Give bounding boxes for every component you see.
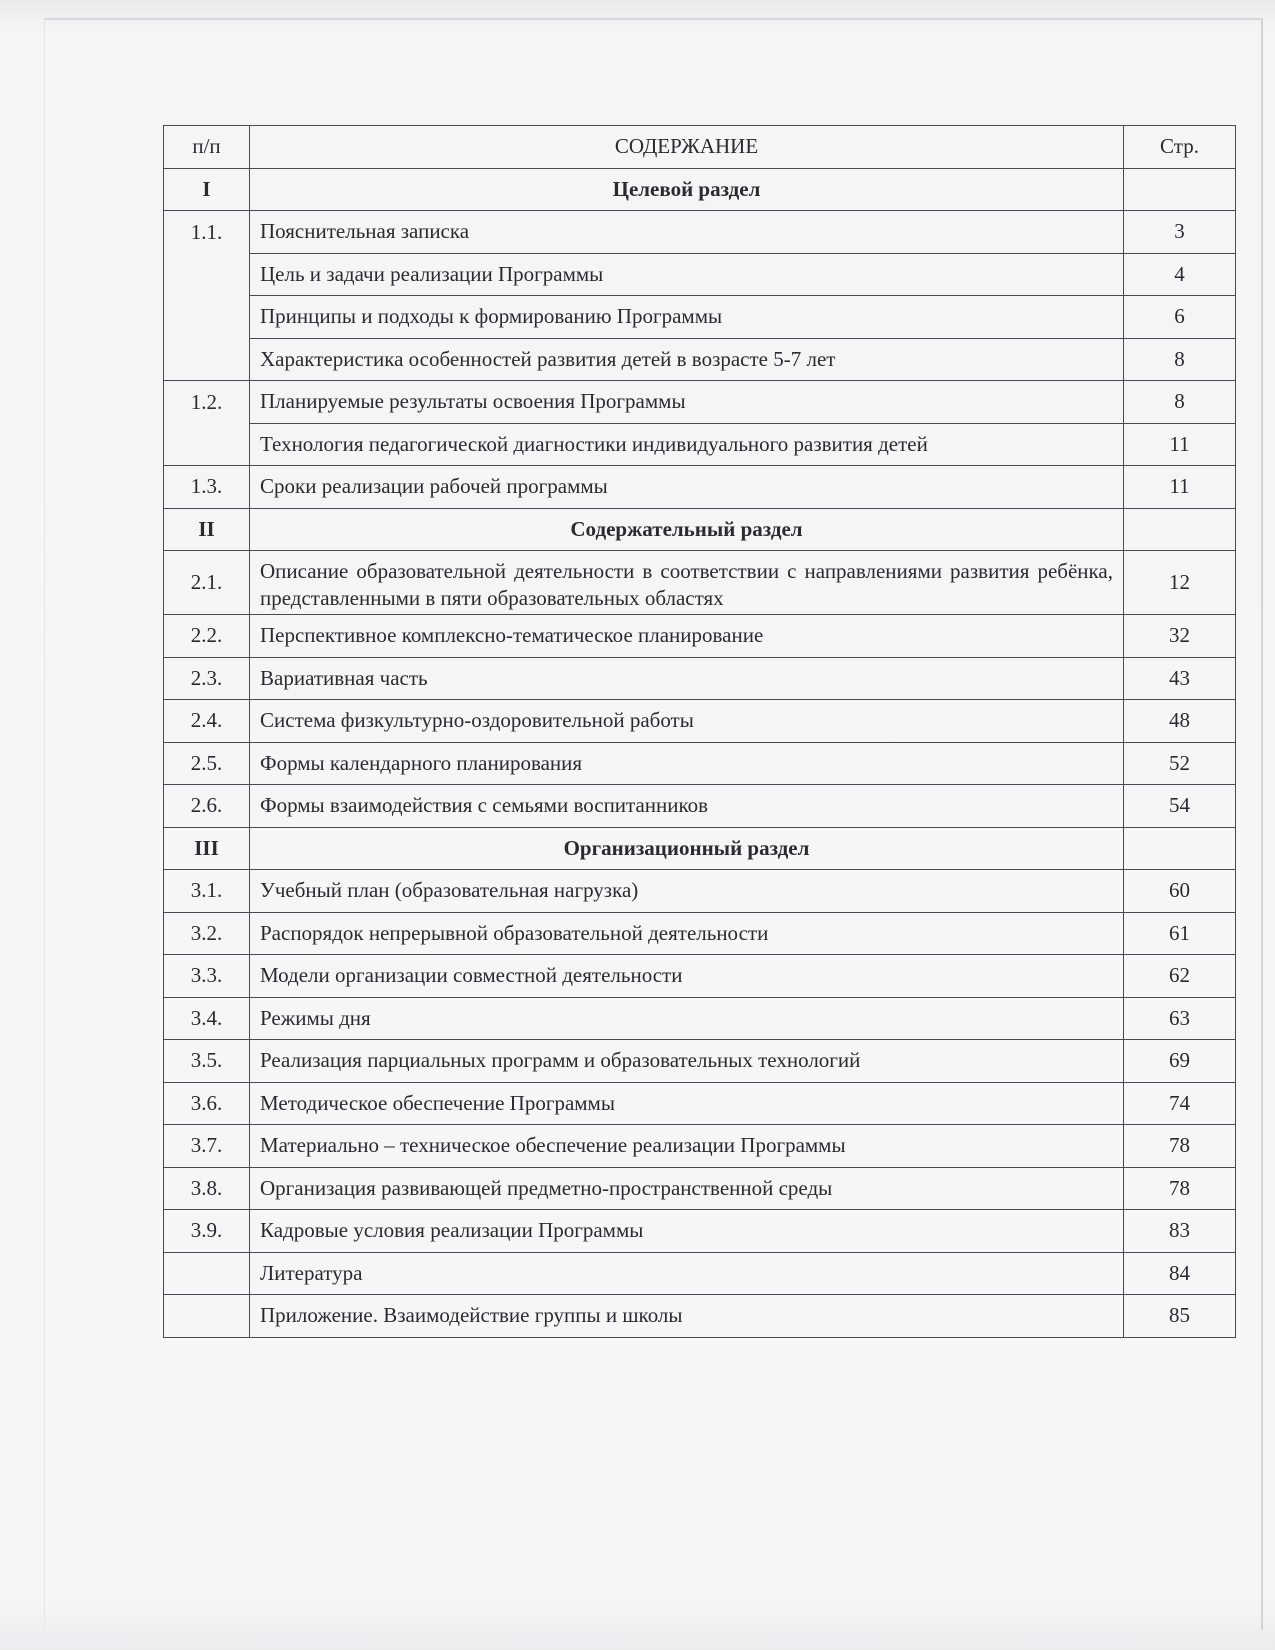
row-number: 3.9.: [164, 1210, 250, 1253]
section-row: [164, 168, 1236, 211]
row-page: 83: [1124, 1210, 1236, 1253]
table-row: [164, 253, 1236, 296]
row-page: 63: [1124, 997, 1236, 1040]
row-page: 69: [1124, 1040, 1236, 1083]
row-title: Сроки реализации рабочей программы: [250, 466, 1124, 509]
row-title: Технология педагогической диагностики индивидуального развития детей: [250, 423, 1124, 466]
section-title: Содержательный раздел: [250, 508, 1124, 551]
row-page: 8: [1124, 381, 1236, 424]
table-row: [164, 1295, 1236, 1338]
row-title: Пояснительная записка: [250, 211, 1124, 254]
row-page: 11: [1124, 466, 1236, 509]
table-row: [164, 657, 1236, 700]
table-row: [164, 551, 1236, 615]
row-title: Режимы дня: [250, 997, 1124, 1040]
row-title: Модели организации совместной деятельности: [250, 955, 1124, 998]
section-row: [164, 827, 1236, 870]
row-number: [164, 296, 250, 339]
row-number: 2.6.: [164, 785, 250, 828]
row-page: 61: [1124, 912, 1236, 955]
row-number: 1.3.: [164, 466, 250, 509]
header-number: п/п: [164, 126, 250, 169]
section-page: [1124, 168, 1236, 211]
row-number: 1.2.: [164, 381, 250, 424]
row-number: 2.1.: [164, 551, 250, 615]
row-title: Принципы и подходы к формированию Программы: [250, 296, 1124, 339]
table-row: [164, 1040, 1236, 1083]
table-row: [164, 700, 1236, 743]
row-page: 48: [1124, 700, 1236, 743]
table-row: [164, 955, 1236, 998]
row-page: 78: [1124, 1167, 1236, 1210]
row-title: Материально – техническое обеспечение реализации Программы: [250, 1125, 1124, 1168]
header-title: СОДЕРЖАНИЕ: [250, 126, 1124, 169]
section-page: [1124, 508, 1236, 551]
row-number: 3.5.: [164, 1040, 250, 1083]
row-title: Формы календарного планирования: [250, 742, 1124, 785]
row-number: 2.2.: [164, 615, 250, 658]
row-number: 3.6.: [164, 1082, 250, 1125]
row-page: 84: [1124, 1252, 1236, 1295]
table-row: [164, 742, 1236, 785]
section-title: Организационный раздел: [250, 827, 1124, 870]
row-page: 54: [1124, 785, 1236, 828]
table-row: [164, 338, 1236, 381]
section-number: I: [164, 168, 250, 211]
row-title: Цель и задачи реализации Программы: [250, 253, 1124, 296]
row-number: 3.3.: [164, 955, 250, 998]
row-number: 3.4.: [164, 997, 250, 1040]
row-number: 2.3.: [164, 657, 250, 700]
row-number: 3.7.: [164, 1125, 250, 1168]
table-row: [164, 423, 1236, 466]
table-row: [164, 870, 1236, 913]
section-number: III: [164, 827, 250, 870]
table-row: [164, 1125, 1236, 1168]
row-page: 6: [1124, 296, 1236, 339]
table-row: [164, 997, 1236, 1040]
section-page: [1124, 827, 1236, 870]
row-number: [164, 338, 250, 381]
row-page: 43: [1124, 657, 1236, 700]
row-page: 78: [1124, 1125, 1236, 1168]
row-title: Планируемые результаты освоения Программы: [250, 381, 1124, 424]
row-title: Методическое обеспечение Программы: [250, 1082, 1124, 1125]
table-row: [164, 1252, 1236, 1295]
row-page: 11: [1124, 423, 1236, 466]
row-page: 12: [1124, 551, 1236, 615]
table-row: [164, 1167, 1236, 1210]
row-title: Организация развивающей предметно-пространственной среды: [250, 1167, 1124, 1210]
table-row: [164, 615, 1236, 658]
row-title: Формы взаимодействия с семьями воспитанников: [250, 785, 1124, 828]
row-page: 60: [1124, 870, 1236, 913]
row-title: Распорядок непрерывной образовательной деятельности: [250, 912, 1124, 955]
section-number: II: [164, 508, 250, 551]
row-page: 4: [1124, 253, 1236, 296]
row-number: 2.5.: [164, 742, 250, 785]
table-row: [164, 381, 1236, 424]
table-row: [164, 1210, 1236, 1253]
row-number: [164, 423, 250, 466]
row-number: [164, 1295, 250, 1338]
row-title: Перспективное комплексно-тематическое планирование: [250, 615, 1124, 658]
row-number: 2.4.: [164, 700, 250, 743]
table-row: [164, 466, 1236, 509]
row-title: Приложение. Взаимодействие группы и школы: [250, 1295, 1124, 1338]
section-row: [164, 508, 1236, 551]
row-number: 3.8.: [164, 1167, 250, 1210]
row-title: Реализация парциальных программ и образовательных технологий: [250, 1040, 1124, 1083]
row-number: 3.2.: [164, 912, 250, 955]
contents-table: [163, 125, 1236, 1338]
table-row: [164, 912, 1236, 955]
row-page: 3: [1124, 211, 1236, 254]
row-page: 85: [1124, 1295, 1236, 1338]
table-row: [164, 785, 1236, 828]
table-row: [164, 211, 1236, 254]
row-title: Характеристика особенностей развития детей в возрасте 5-7 лет: [250, 338, 1124, 381]
row-number: 1.1.: [164, 211, 250, 254]
table-row: [164, 296, 1236, 339]
table-header-row: [164, 126, 1236, 169]
row-number: [164, 253, 250, 296]
row-number: [164, 1252, 250, 1295]
row-title: Вариативная часть: [250, 657, 1124, 700]
row-title: Кадровые условия реализации Программы: [250, 1210, 1124, 1253]
row-page: 74: [1124, 1082, 1236, 1125]
row-page: 8: [1124, 338, 1236, 381]
row-page: 32: [1124, 615, 1236, 658]
table-row: [164, 1082, 1236, 1125]
header-page: Стр.: [1124, 126, 1236, 169]
row-page: 52: [1124, 742, 1236, 785]
row-title: Система физкультурно-оздоровительной работы: [250, 700, 1124, 743]
row-title: Учебный план (образовательная нагрузка): [250, 870, 1124, 913]
row-number: 3.1.: [164, 870, 250, 913]
row-title: Описание образовательной деятельности в соответствии с направлениями развития ребёнка, представленными в пяти образовательных областях: [250, 551, 1124, 615]
section-title: Целевой раздел: [250, 168, 1124, 211]
row-title: Литература: [250, 1252, 1124, 1295]
row-page: 62: [1124, 955, 1236, 998]
